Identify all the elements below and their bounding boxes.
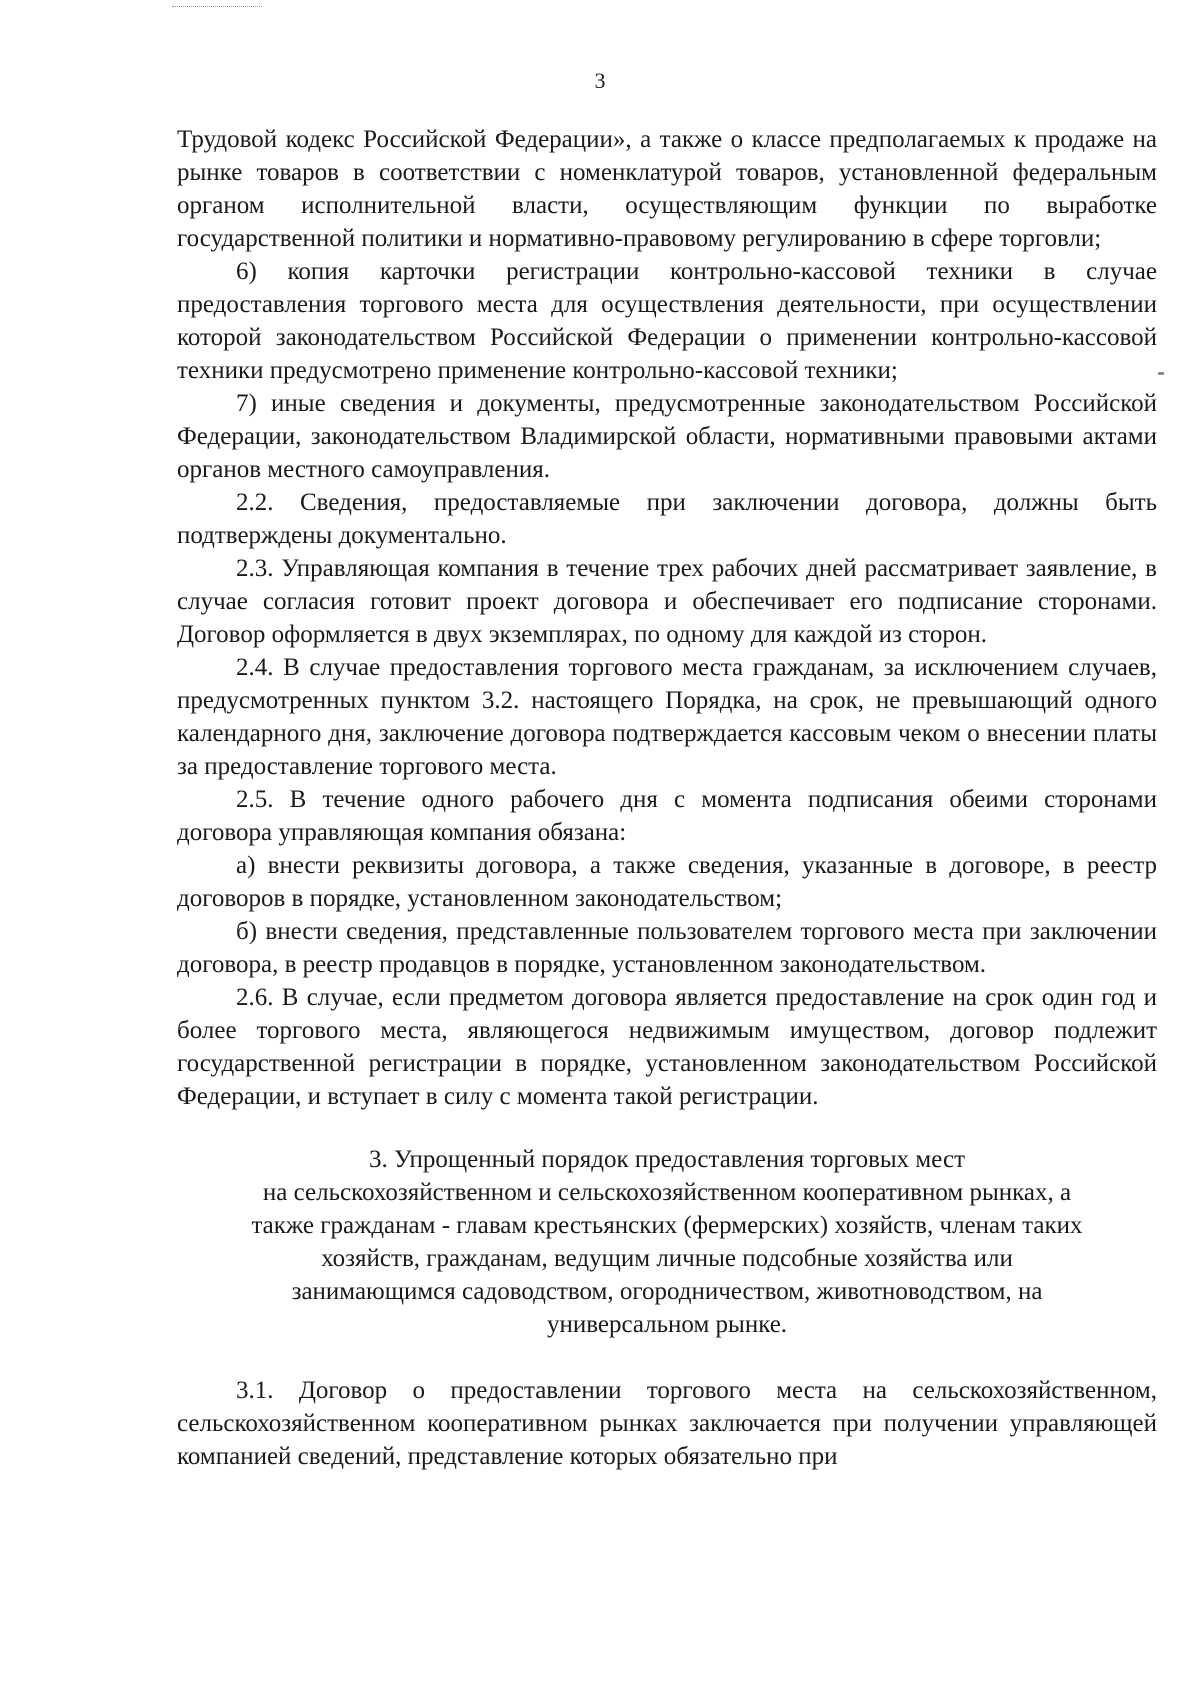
clause-2-6: 2.6. В случае, если предметом договора является предоставление на срок один год и более торгового места, являющегося недвижимым имуществом, договор подлежит государственной регистрации в порядке, установленном законодательством Российской Федерации, и вступает в силу с момента такой регистрации.	[177, 984, 1157, 1110]
clause-3-1: 3.1. Договор о предоставлении торгового места на сельскохозяйственном, сельскохозяйственном кооперативном рынках заключается при получении управляющей компанией сведений, представление которых обязательно при	[177, 1377, 1157, 1470]
clause-2-5-item-a: а) внести реквизиты договора, а также сведения, указанные в договоре, в реестр договоров в порядке, установленном законодательством;	[177, 852, 1157, 912]
clause-2-2: 2.2. Сведения, предоставляемые при заключении договора, должны быть подтверждены документально.	[177, 489, 1157, 549]
document-body	[177, 123, 1157, 1473]
clause-2-4: 2.4. В случае предоставления торгового места гражданам, за исключением случаев, предусмотренных пунктом 3.2. настоящего Порядка, на срок, не превышающий одного календарного дня, заключение договора подтверждается кассовым чеком о внесении платы за предоставление торгового места.	[177, 654, 1157, 780]
list-item-7: 7) иные сведения и документы, предусмотренные законодательством Российской Федерации, законодательством Владимирской области, нормативными правовыми актами органов местного самоуправления.	[177, 390, 1157, 483]
section-heading-line: также гражданам - главам крестьянских (фермерских) хозяйств, членам таких	[251, 1212, 1083, 1239]
clause-2-5: 2.5. В течение одного рабочего дня с момента подписания обеими сторонами договора управляющая компания обязана:	[177, 786, 1157, 846]
page-number: 3	[594, 68, 606, 93]
clause-2-5-item-b: б) внести сведения, представленные пользователем торгового места при заключении договора, в реестр продавцов в порядке, установленном законодательством.	[177, 918, 1157, 978]
section-heading	[177, 1143, 1157, 1341]
paragraph-continuation: Трудовой кодекс Российской Федерации», а также о классе предполагаемых к продаже на рынке товаров в соответствии с номенклатурой товаров, установленной федеральным органом исполнительной власти, осуществляющим функции по выработке государственной политики и нормативно-правовому регулированию в сфере торговли;	[177, 126, 1157, 252]
section-heading-line: на сельскохозяйственном и сельскохозяйственном кооперативном рынках, а	[262, 1179, 1072, 1206]
scan-artifact-speck	[1158, 372, 1164, 375]
scan-artifact-mark	[172, 6, 262, 10]
section-heading-line: 3. Упрощенный порядок предоставления торговых мест	[368, 1146, 965, 1173]
section-heading-line: универсальном рынке.	[546, 1311, 788, 1338]
list-item-6: 6) копия карточки регистрации контрольно-кассовой техники в случае предоставления торгового места для осуществления деятельности, при осуществлении которой законодательством Российской Федерации о применении контрольно-кассовой техники предусмотрено применение контрольно-кассовой техники;	[177, 258, 1157, 384]
section-heading-line: хозяйств, гражданам, ведущим личные подсобные хозяйства или	[321, 1245, 1013, 1272]
clause-2-3: 2.3. Управляющая компания в течение трех рабочих дней рассматривает заявление, в случае согласия готовит проект договора и обеспечивает его подписание сторонами. Договор оформляется в двух экземплярах, по одному для каждой из сторон.	[177, 555, 1157, 648]
section-heading-line: занимающимся садоводством, огородничеством, животноводством, на	[291, 1278, 1043, 1305]
